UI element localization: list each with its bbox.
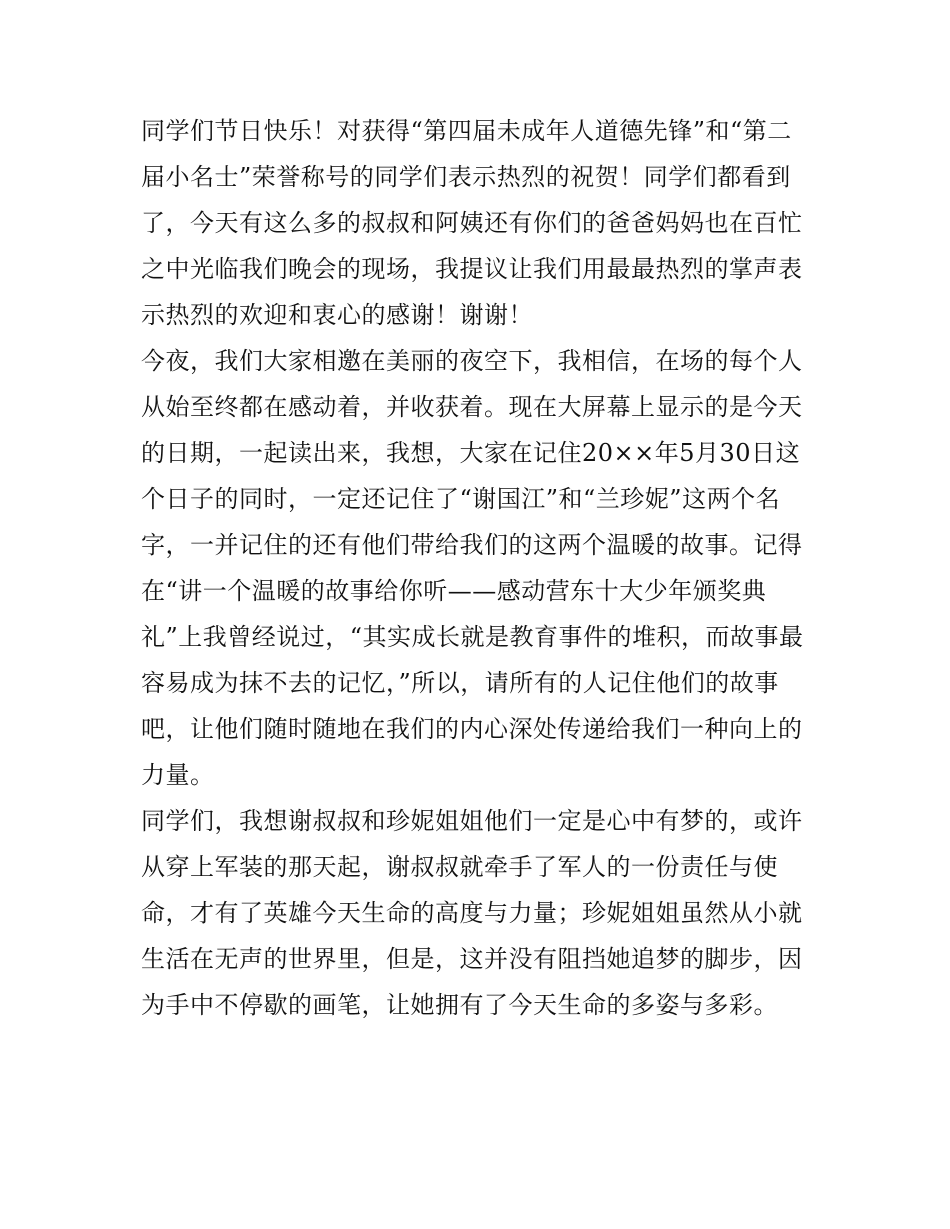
text-line: 届小名士”荣誉称号的同学们表示热烈的祝贺！同学们都看到 bbox=[141, 163, 791, 191]
text-line: 在“讲一个温暖的故事给你听——感动营东十大少年颁奖典 bbox=[141, 577, 767, 605]
document-body bbox=[141, 108, 821, 1028]
text-line: 了，今天有这么多的叔叔和阿姨还有你们的爸爸妈妈也在百忙 bbox=[141, 209, 803, 237]
text-line: 今夜，我们大家相邀在美丽的夜空下，我相信，在场的每个人 bbox=[141, 347, 803, 375]
text-line: 力量。 bbox=[141, 761, 215, 789]
text-line: 吧，让他们随时随地在我们的内心深处传递给我们一种向上的 bbox=[141, 715, 803, 743]
text-line: 为手中不停歇的画笔，让她拥有了今天生命的多姿与多彩。 bbox=[141, 991, 778, 1019]
text-line: 从穿上军装的那天起，谢叔叔就牵手了军人的一份责任与使 bbox=[141, 853, 778, 881]
text-line: 字，一并记住的还有他们带给我们的这两个温暖的故事。记得 bbox=[141, 531, 803, 559]
text-line: 礼”上我曾经说过，“其实成长就是教育事件的堆积，而故事最 bbox=[141, 623, 804, 651]
text-line: 之中光临我们晚会的现场，我提议让我们用最最热烈的掌声表 bbox=[141, 255, 803, 283]
text-line: 同学们节日快乐！对获得“第四届未成年人道德先锋”和“第二 bbox=[141, 117, 792, 145]
text-line: 个日子的同时，一定还记住了“谢国江”和“兰珍妮”这两个名 bbox=[141, 485, 781, 513]
text-line: 同学们，我想谢叔叔和珍妮姐姐他们一定是心中有梦的，或许 bbox=[141, 807, 803, 835]
text-line: 的日期，一起读出来，我想，大家在记住20××年5月30日这 bbox=[141, 439, 801, 467]
text-line: 生活在无声的世界里，但是，这并没有阻挡她追梦的脚步，因 bbox=[141, 945, 803, 973]
text-line: 示热烈的欢迎和衷心的感谢！谢谢！ bbox=[141, 301, 533, 329]
text-line: 容易成为抹不去的记忆，”所以，请所有的人记住他们的故事 bbox=[141, 669, 779, 697]
text-line: 从始至终都在感动着，并收获着。现在大屏幕上显示的是今天 bbox=[141, 393, 803, 421]
text-line: 命，才有了英雄今天生命的高度与力量；珍妮姐姐虽然从小就 bbox=[141, 899, 803, 927]
